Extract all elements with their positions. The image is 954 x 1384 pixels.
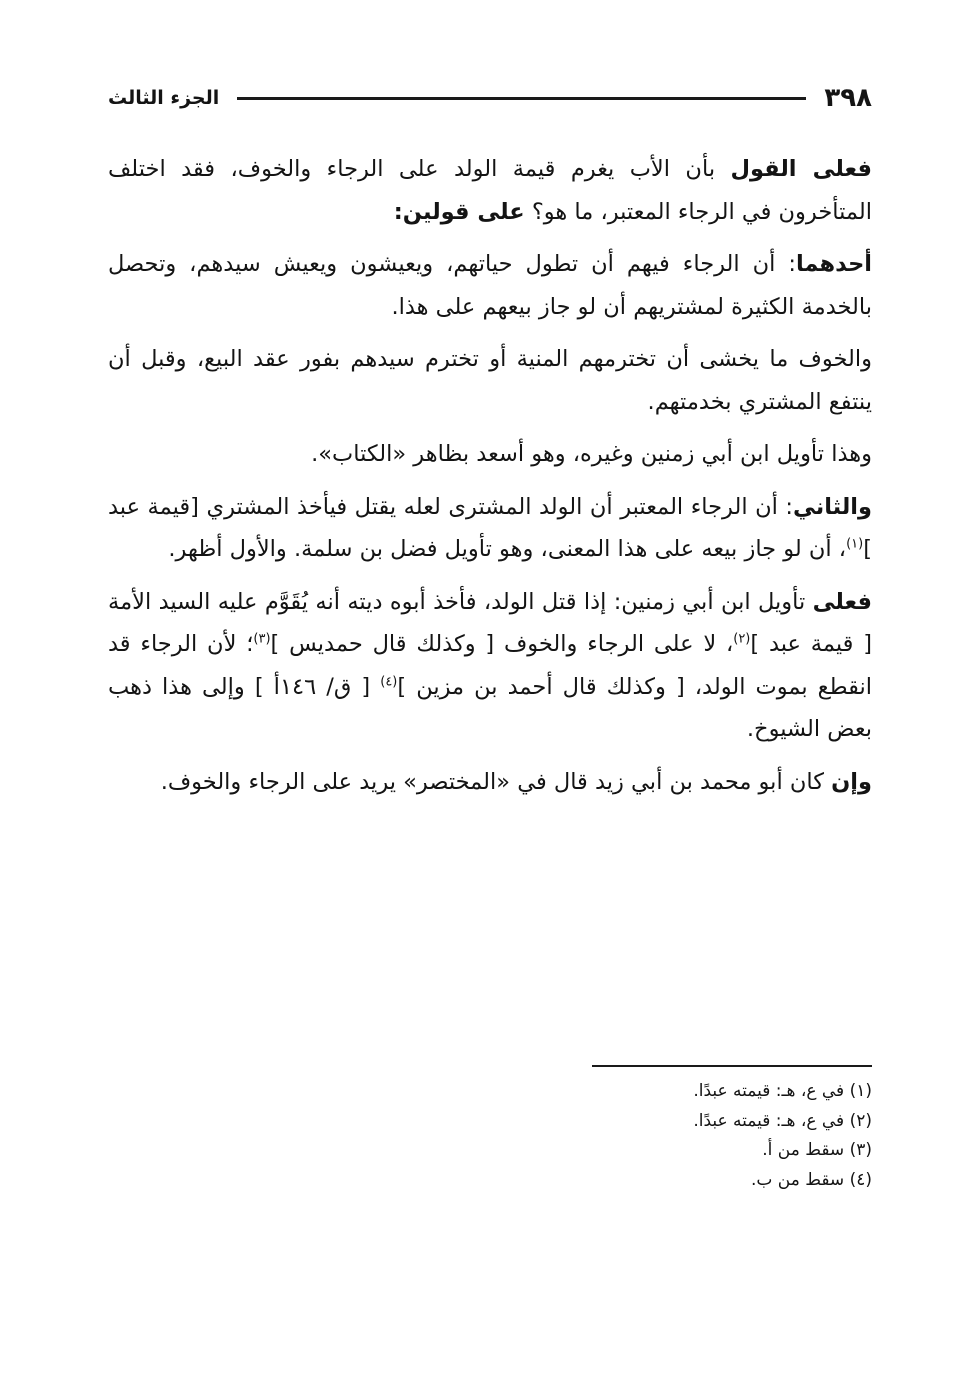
footnotes (108, 1077, 872, 1195)
paragraph-text: ، أن لو جاز بيعه على هذا المعنى، وهو تأويل فضل بن سلمة. والأول أظهر. (168, 536, 847, 562)
header-rule (237, 97, 806, 100)
paragraph-second-opinion (108, 486, 872, 571)
footnote-ref: (٣) (253, 631, 271, 647)
paragraph-text: [ ق/ ١٤٦أ ] وإلى هذا ذهب بعض الشيوخ. (108, 673, 872, 742)
paragraph-lead: فعلى القول (730, 156, 872, 182)
footnote-item: (٤) سقط من ب. (750, 1169, 872, 1190)
footnote-item: (٣) سقط من أ. (762, 1140, 872, 1160)
paragraph-text: : أن الرجاء المعتبر أن الولد المشترى لعله يقتل فيأخذ المشتري [قيمة عبد ] (108, 493, 872, 562)
paragraph-text: وهذا تأويل ابن أبي زمنين وغيره، وهو أسعد بظاهر «الكتاب». (311, 441, 872, 467)
paragraph-lead: وإن (831, 768, 872, 795)
footnote-separator (592, 1065, 872, 1067)
paragraph-first-view (108, 148, 872, 233)
paragraph-first-opinion (108, 243, 872, 328)
running-title: الجزء الثالث (108, 87, 220, 109)
paragraph-text: : أن الرجاء فيهم أن تطول حياتهم، ويعيشون ويعيش سيدهم، وتحصل بالخدمة الكثيرة لمشتريهم أن لو جاز بيعهم على هذا. (108, 251, 872, 320)
footnote-ref: (١) (846, 536, 864, 552)
page-header (108, 78, 872, 118)
paragraph-fear (108, 338, 872, 423)
paragraph-lead: والثاني (793, 493, 872, 520)
page-number: ٣٩٨ (824, 83, 872, 113)
footnote-item: (١) في ع، هـ: قيمته عبدًا. (693, 1081, 872, 1101)
footnote-item: (٢) في ع، هـ: قيمته عبدًا. (693, 1110, 872, 1131)
paragraph-abu-muhammad (108, 761, 872, 804)
main-text (108, 148, 872, 813)
paragraph-text: والخوف ما يخشى أن تخترمهم المنية أو تخترم سيدهم بفور عقد البيع، وقبل أن ينتفع المشتري بخدمتهم. (108, 346, 872, 415)
paragraph-text: كان أبو محمد بن أبي زيد قال في «المختصر» يريد على الرجاء والخوف. (160, 768, 832, 795)
paragraph-text: ؛ لأن الرجاء قد انقطع بموت الولد، [ وكذلك قال أحمد بن مزين ] (108, 631, 872, 700)
paragraph-ibn-abi-zamanin (108, 581, 872, 751)
footnote-ref: (٤) (380, 674, 398, 689)
paragraph-text: تأويل ابن أبي زمنين: إذا قتل الولد، فأخذ أبوه ديته أنه يُقَوَّم عليه السيد الأمة [ قيمة عبد ] (108, 588, 873, 657)
paragraph-text: بأن الأب يغرم قيمة الولد على الرجاء والخوف، فقد اختلف المتأخرون في الرجاء المعتبر، ما هو؟ (108, 156, 872, 225)
paragraph-text: ، لا على الرجاء والخوف [ وكذلك قال حمديس ] (270, 631, 734, 657)
paragraph-interpretation (108, 433, 872, 476)
paragraph-lead: أحدهما (795, 251, 872, 277)
paragraph-tail: على قولين: (393, 198, 525, 225)
paragraph-lead: فعلى (812, 588, 872, 615)
footnote-ref: (٢) (733, 631, 751, 647)
